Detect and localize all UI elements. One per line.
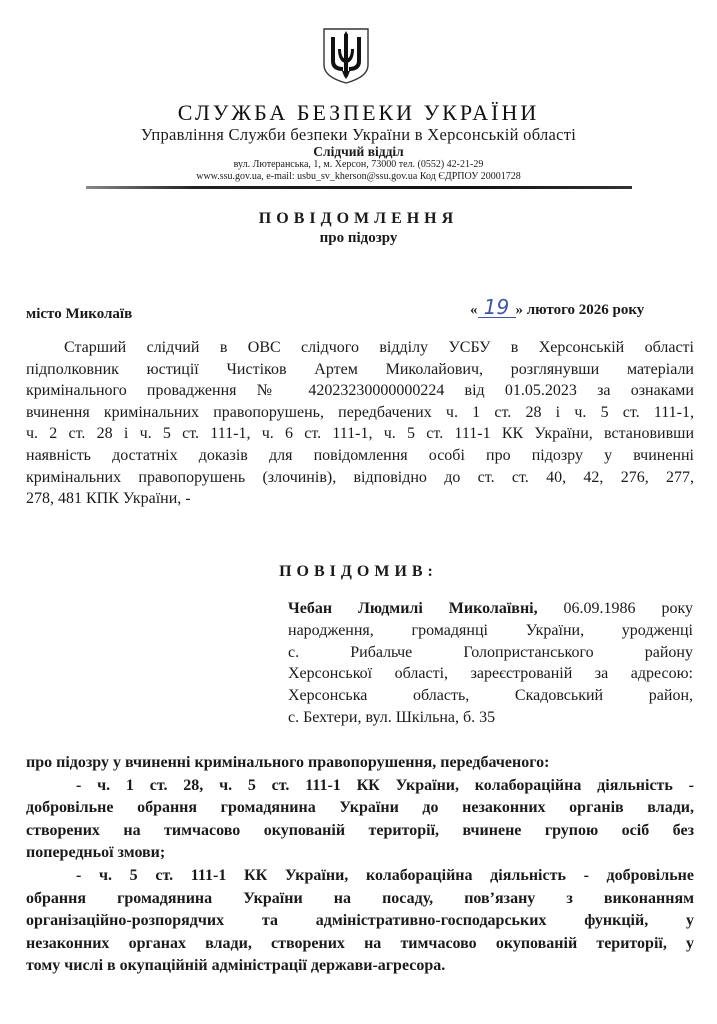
org-title: СЛУЖБА БЕЗПЕКИ УКРАЇНИ <box>177 100 540 125</box>
charges-line: про підозру у вчиненні кримінального правопорушення, передбаченого: <box>26 754 550 771</box>
charges-line: - ч. 5 ст. 111-1 КК України, колабораційна діяльність - добровільне <box>76 866 694 884</box>
charges-block <box>26 752 694 978</box>
suspect-line: 06.09.1986 року <box>537 600 693 617</box>
org-contacts: www.ssu.gov.ua, e-mail: usbu_sv_kherson@ssu.gov.ua Код ЄДРПОУ 20001728 <box>196 171 521 182</box>
suspect-line: Херсонської області, зареєстрованій за адресою: <box>288 665 693 683</box>
intro-line: кримінальних правопорушень (злочинів), відповідно до ст. ст. 40, 42, 276, 277, <box>26 468 694 486</box>
suspect-name: Чебан Людмилі Миколаївні, <box>288 600 538 617</box>
charges-line: попередньої змови; <box>26 844 166 862</box>
intro-paragraph <box>26 337 694 510</box>
suspect-line: народження, громадянці України, уродженці <box>288 621 693 639</box>
charges-line: створених на тимчасово окупованій території, вчинене групою осіб без <box>26 821 694 839</box>
org-subtitle: Управління Служби безпеки України в Херсонській області <box>140 125 577 144</box>
suspect-line: с. Рибальче Голопристанського району <box>288 643 693 661</box>
charges-line: обрання громадянина України на посаду, пов’язану з виконанням <box>26 889 694 907</box>
suspect-block <box>288 598 693 729</box>
document-subtitle: про підозру <box>319 230 398 246</box>
date-day-handwritten: 19 <box>478 297 516 318</box>
charges-line: організаційно-розпорядчих та адміністративно-господарських функцій, у <box>26 912 694 930</box>
department-name: Слідчий відділ <box>313 144 404 159</box>
document-title: ПОВІДОМЛЕННЯ <box>258 210 459 227</box>
date-close-quote: » <box>515 302 523 318</box>
org-address: вул. Лютеранська, 1, м. Херсон, 73000 тел. (0552) 42-21-29 <box>233 159 484 170</box>
intro-line: Старший слідчий в ОВС слідчого відділу УСБУ в Херсонській області <box>64 339 694 356</box>
intro-line: кримінального провадження № 42023230000000224 від 01.05.2023 за ознаками <box>26 382 694 400</box>
date-open-quote: « <box>470 302 478 318</box>
charges-line: - ч. 1 ст. 28, ч. 5 ст. 111-1 КК України, колабораційна діяльність - <box>76 776 694 794</box>
intro-line: 278, 481 КПК України, - <box>26 490 191 508</box>
intro-line: наявність достатніх доказів для повідомлення особі про підозру у вчиненні <box>26 446 694 464</box>
header-divider <box>86 186 632 189</box>
document-date <box>470 297 644 319</box>
intro-line: ч. 2 ст. 28 і ч. 5 ст. 111-1, ч. 6 ст. 111-1, ч. 5 ст. 111-1 КК України, встановивши <box>26 425 694 443</box>
suspect-line: Херсонська область, Скадовський район, <box>288 687 693 705</box>
trident-coat-of-arms-icon <box>321 27 371 85</box>
date-month-year: лютого 2026 року <box>523 302 645 318</box>
charges-line: тому числі в окупаційній адміністрації держави-агресора. <box>26 957 446 975</box>
charges-line: незаконних органах влади, створених на тимчасово окупованій території, у <box>26 934 694 952</box>
suspect-line: с. Бехтери, вул. Шкільна, б. 35 <box>288 708 496 726</box>
notified-heading: ПОВІДОМИВ: <box>279 563 438 580</box>
charges-line: добровільне обрання громадянина України до незаконних органів влади, <box>26 799 694 817</box>
intro-line: підполковник юстиції Чистіков Артем Миколайович, розглянувши матеріали <box>26 360 694 378</box>
intro-line: вчинення кримінальних правопорушень, передбачених ч. 1 ст. 28 і ч. 5 ст. 111-1, <box>26 403 694 421</box>
document-city: місто Миколаїв <box>26 306 133 322</box>
